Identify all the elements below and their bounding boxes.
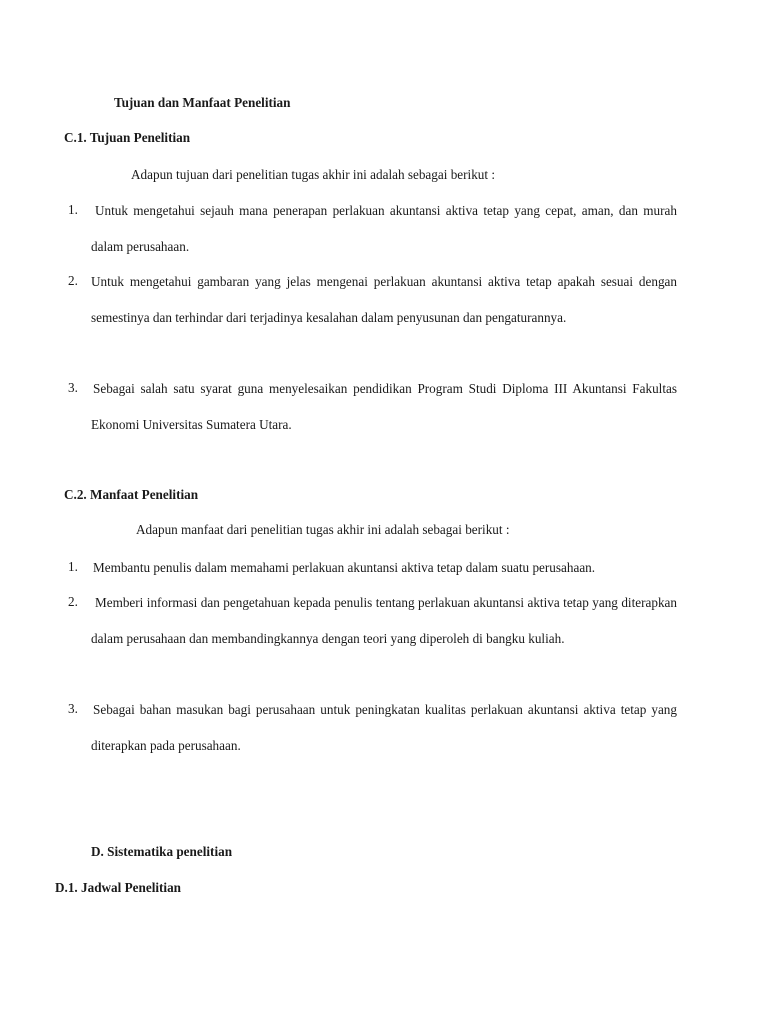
section-d-title: D. Sistematika penelitian <box>91 844 233 859</box>
c2-item-2-text: Memberi informasi dan pengetahuan kepada penulis tentang perlakuan akuntansi aktiva tetap yang diterapkan dalam perusahaan dan membandingkannya dengan teori yang diperoleh di bangku kuliah. <box>91 595 677 646</box>
c1-item-3-text: Sebagai salah satu syarat guna menyelesaikan pendidikan Program Studi Diploma III Akuntansi Fakultas Ekonomi Universitas Sumatera Utara. <box>91 381 677 432</box>
c1-item-2-text: Untuk mengetahui gambaran yang jelas mengenai perlakuan akuntansi aktiva tetap apakah sesuai dengan semestinya dan terhindar dari terjadinya kesalahan dalam penyusunan dan pengaturannya. <box>91 274 677 325</box>
c1-item-1-text: Untuk mengetahui sejauh mana penerapan perlakuan akuntansi aktiva tetap yang cepat, aman, dan murah dalam perusahaan. <box>91 203 677 254</box>
c2-item-2-number: 2. <box>68 594 78 609</box>
section-c1-title: C.1. Tujuan Penelitian <box>64 130 191 145</box>
c1-item-3-number: 3. <box>68 380 78 395</box>
section-d1-title: D.1. Jadwal Penelitian <box>55 880 182 895</box>
c1-item-1-number: 1. <box>68 202 78 217</box>
c2-item-1-text: Membantu penulis dalam memahami perlakuan akuntansi aktiva tetap dalam suatu perusahaan. <box>93 560 596 575</box>
document-heading: Tujuan dan Manfaat Penelitian <box>114 95 291 110</box>
c2-item-3-text: Sebagai bahan masukan bagi perusahaan untuk peningkatan kualitas perlakuan akuntansi aktiva tetap yang diterapkan pada perusahaan. <box>91 702 677 753</box>
c1-item-2-number: 2. <box>68 273 78 288</box>
section-c2-intro: Adapun manfaat dari penelitian tugas akhir ini adalah sebagai berikut : <box>136 522 510 537</box>
section-c2-title: C.2. Manfaat Penelitian <box>64 487 199 502</box>
c2-item-1-number: 1. <box>68 559 78 574</box>
c2-item-3-number: 3. <box>68 701 78 716</box>
section-c1-intro: Adapun tujuan dari penelitian tugas akhir ini adalah sebagai berikut : <box>131 167 496 182</box>
